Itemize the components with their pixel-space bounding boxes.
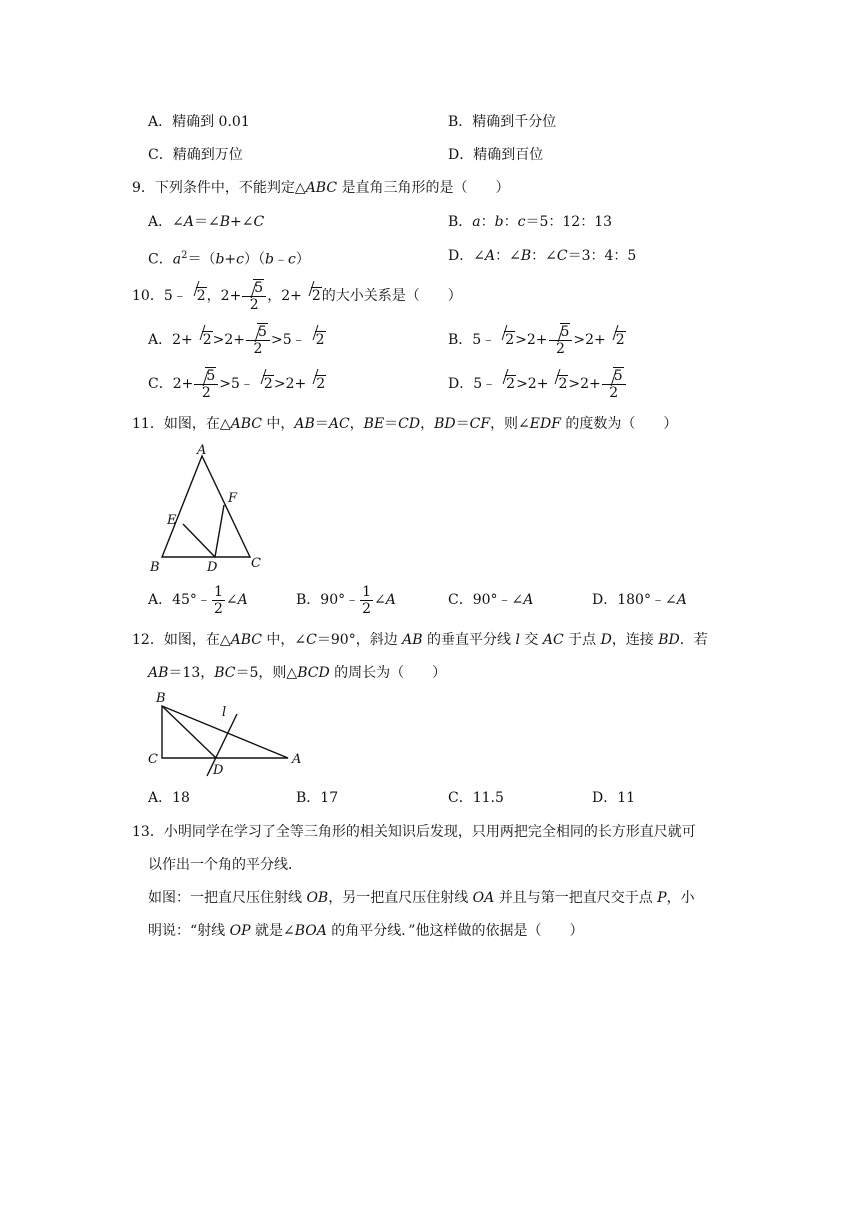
q11-option-c: C．90°﹣∠A (448, 592, 534, 608)
q8-option-a: A．精确到 0.01 (148, 114, 250, 130)
q13-stem-line2: 以作出一个角的平分线． (148, 857, 302, 873)
label-f: F (228, 491, 238, 506)
q10-option-d: D．5﹣ 2>2+ 2>2+ $\frac{5}{2}$ (448, 366, 627, 402)
q11-stem: 11．如图，在△ABC 中，AB＝AC，BE＝CD，BD＝CF，则∠EDF 的度数为（ ） (132, 416, 678, 432)
q11-option-a: A．45°﹣ $\frac{1}{2}$ ∠A (148, 583, 248, 617)
label-c: C (251, 556, 261, 571)
segment-ed (183, 524, 215, 557)
label-b: B (150, 560, 160, 575)
q9-option-b: B．a：b：c＝5：12：13 (448, 214, 613, 230)
q10-stem: 10．5﹣ 2，2+ $\frac{5}{2}$ ，2+ 2的大小关系是（ ） (132, 279, 462, 313)
segment-df (215, 505, 224, 557)
q12-option-a: A．18 (148, 790, 190, 806)
triangle-abc (162, 456, 250, 557)
q10-option-a: A．2+ 2>2+ $\frac{5}{2}$ >5﹣ 2 (148, 323, 325, 357)
q13-stem-line1: 13．小明同学在学习了全等三角形的相关知识后发现，只用两把完全相同的长方形直尺就可 (132, 824, 696, 840)
q9-stem: 9．下列条件中，不能判定△ABC 是直角三角形的是（ ） (132, 180, 510, 196)
q10-option-b: B．5﹣ 2>2+ $\frac{5}{2}$ >2+ 2 (448, 323, 625, 357)
q9-option-a: A．∠A＝∠B+∠C (148, 214, 265, 230)
label-d: D (207, 560, 218, 575)
label-a: A (197, 443, 207, 458)
segment-bd (162, 706, 216, 758)
label-l: l (222, 705, 227, 720)
q13-stem-line3: 如图：一把直尺压住射线 OB，另一把直尺压住射线 OA 并且与第一把直尺交于点 P，小 (148, 890, 695, 906)
label-a: A (292, 752, 302, 767)
q8-option-d: D．精确到百位 (448, 147, 544, 163)
q9-option-c: C．$a^2=(b+c)(b﹣c)$ (148, 250, 310, 268)
label-e: E (167, 513, 177, 528)
q12-option-c: C．11.5 (448, 790, 504, 806)
q12-triangle-figure (140, 688, 320, 780)
q8-option-c: C．精确到万位 (148, 147, 243, 163)
q12-option-d: D．11 (592, 790, 636, 806)
q9-option-d: D．∠A：∠B：∠C＝3：4：5 (448, 248, 637, 264)
q11-option-b: B．90°﹣ $\frac{1}{2}$ ∠A (296, 583, 396, 617)
q12-stem-line1: 12．如图，在△ABC 中，∠C＝90°，斜边 AB 的垂直平分线 l 交 AC 于点 D，连接 BD．若 (132, 632, 708, 648)
q10-option-c: C．2+ $\frac{5}{2}$ >5﹣ 2>2+ 2 (148, 367, 326, 401)
q12-stem-line2: AB＝13，BC＝5，则△BCD 的周长为（ ） (148, 665, 447, 681)
q8-option-b: B．精确到千分位 (448, 114, 557, 130)
label-b: B (156, 691, 166, 706)
label-d: D (213, 763, 224, 778)
label-c: C (148, 752, 158, 767)
q11-option-d: D．180°﹣∠A (592, 592, 687, 608)
q13-stem-line4: 明说：“射线 OP 就是∠BOA 的角平分线．”他这样做的依据是（ ） (148, 923, 584, 939)
q11-triangle-figure (140, 440, 280, 580)
q12-option-b: B．17 (296, 790, 339, 806)
